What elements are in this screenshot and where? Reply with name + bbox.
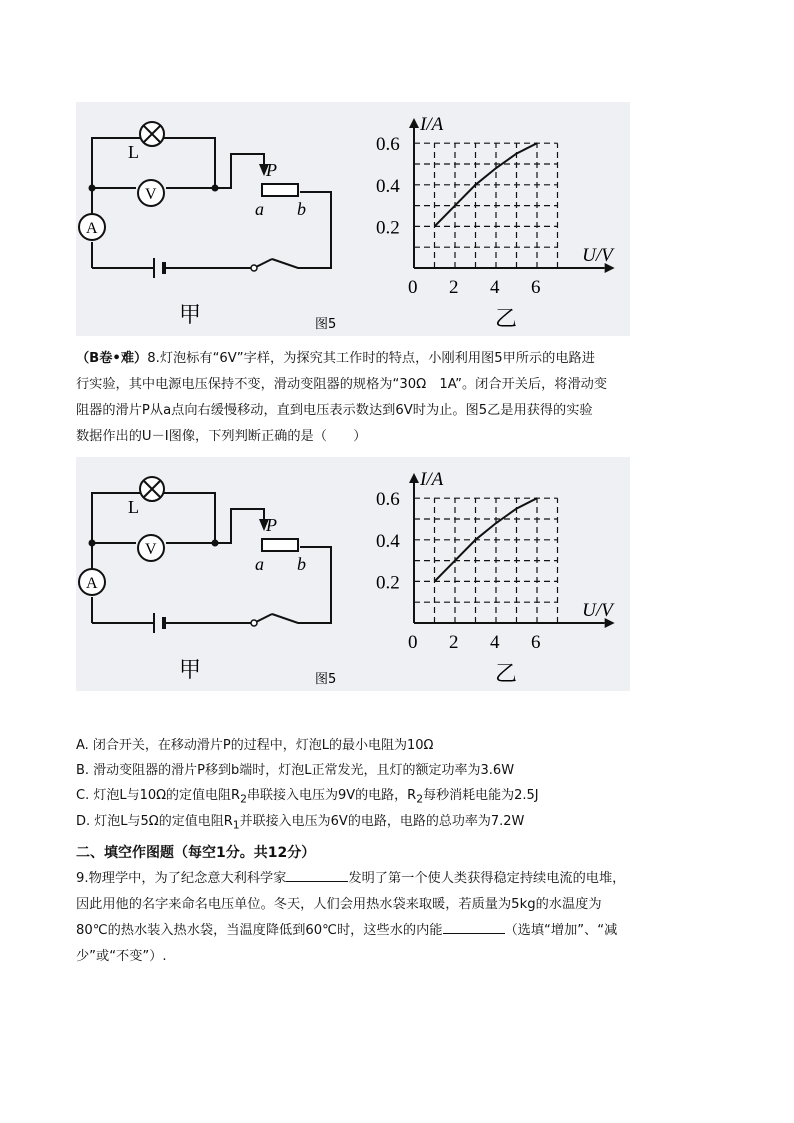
option-c-sub-1: 2 <box>240 792 247 806</box>
q8-line-1: 8.灯泡标有“6V”字样，为探究其工作时的特点，小刚利用图5甲所示的电路进 <box>147 351 595 366</box>
y-axis-label: I/A <box>420 114 444 135</box>
q9-line-3-post: （选填“增加”、“减 <box>504 923 618 938</box>
rheostat-end-a: a <box>255 554 264 574</box>
y-tick-label: 0.6 <box>376 134 400 156</box>
option-d <box>76 812 524 836</box>
rheostat-icon <box>262 539 298 551</box>
question-8 <box>76 346 736 450</box>
y-axis-label: I/A <box>420 469 444 490</box>
y-axis-arrow-icon <box>409 473 419 483</box>
figure-svg <box>76 102 630 336</box>
q8-line-4: 数据作出的U－I图像，下列判断正确的是（ ） <box>76 429 367 444</box>
x-axis-label: U/V <box>582 600 613 621</box>
option-a: A. 闭合开关，在移动滑片P的过程中，灯泡L的最小电阻为10Ω <box>76 738 434 753</box>
q9-line-1-post: 发明了第一个使人类获得稳定持续电流的电堆， <box>348 871 626 886</box>
y-tick-label: 0.2 <box>376 217 400 239</box>
option-b: B. 滑动变阻器的滑片P移到b端时，灯泡L正常发光，且灯的额定功率为3.6W <box>76 763 515 778</box>
x-axis-label: U/V <box>582 245 613 266</box>
x-tick-label: 6 <box>531 632 541 653</box>
wire-to-slider <box>215 509 264 543</box>
voltmeter-label: V <box>145 541 157 558</box>
option-c-sub-2: 2 <box>416 792 424 806</box>
switch-pivot <box>251 620 257 626</box>
junction-dot <box>89 185 96 192</box>
ui-graph <box>376 469 615 653</box>
figure-caption: 图5 <box>315 672 337 687</box>
switch-pivot <box>251 265 257 271</box>
ammeter-label: A <box>86 220 98 237</box>
option-c <box>76 786 539 810</box>
rheostat-end-b: b <box>297 199 306 219</box>
y-tick-label: 0.2 <box>376 572 400 594</box>
q9-line-3-pre: 80℃的热水装入热水袋，当温度降低到60℃时，这些水的内能 <box>76 923 443 938</box>
q9-line-2: 因此用他的名字来命名电压单位。冬天，人们会用热水袋来取暖，若质量为5kg的水温度为 <box>76 897 602 912</box>
label-jia: 甲 <box>179 303 202 328</box>
label-yi: 乙 <box>495 307 518 332</box>
figure-svg <box>76 457 630 691</box>
junction-dot <box>89 540 96 547</box>
y-tick-label: 0.6 <box>376 489 400 511</box>
slider-label-p: P <box>266 160 277 180</box>
figure-5-top <box>76 102 630 336</box>
option-c-text-2: 串联接入电压为9V的电路，R <box>246 788 417 803</box>
junction-dot <box>212 185 219 192</box>
question-9 <box>76 866 736 970</box>
figure-caption: 图5 <box>315 317 337 332</box>
q8-line-3: 阻器的滑片P从a点向右缓慢移动，直到电压表示数达到6V时为止。图5乙是用获得的实验 <box>76 403 593 418</box>
section-2-title: 二、填空作图题（每空1分。共12分） <box>76 845 316 861</box>
y-tick-label: 0.4 <box>376 175 400 197</box>
x-tick-label: 4 <box>490 632 500 653</box>
option-d-text-2: 并联接入电压为6V的电路，电路的总功率为7.2W <box>239 814 525 829</box>
q9-line-1-pre: 9.物理学中，为了纪念意大利科学家 <box>76 871 287 886</box>
rheostat-end-a: a <box>255 199 264 219</box>
label-yi: 乙 <box>495 662 518 687</box>
rheostat-icon <box>262 184 298 196</box>
rheostat-end-b: b <box>297 554 306 574</box>
option-c-text-3: 每秒消耗电能为2.5J <box>423 788 539 803</box>
ammeter-label: A <box>86 575 98 592</box>
x-tick-label: 0 <box>408 632 418 653</box>
difficulty-tag: （B卷•难） <box>76 351 148 366</box>
x-tick-label: 2 <box>449 632 459 653</box>
figure-5-bottom <box>76 457 630 691</box>
option-d-sub-1: 1 <box>232 818 240 832</box>
answer-blank-2[interactable] <box>443 919 505 934</box>
y-axis-arrow-icon <box>409 118 419 128</box>
x-tick-label: 0 <box>408 277 418 298</box>
label-jia: 甲 <box>179 658 202 683</box>
lamp-icon <box>140 477 164 501</box>
lamp-icon <box>140 122 164 146</box>
x-tick-label: 4 <box>490 277 500 298</box>
x-tick-label: 2 <box>449 277 459 298</box>
junction-dot <box>212 540 219 547</box>
lamp-label: L <box>128 142 139 162</box>
voltmeter-label: V <box>145 186 157 203</box>
y-tick-label: 0.4 <box>376 530 400 552</box>
ui-graph <box>376 114 615 298</box>
slider-label-p: P <box>266 515 277 535</box>
option-d-text-1: D. 灯泡L与5Ω的定值电阻R <box>76 814 233 829</box>
wire-to-slider <box>215 154 264 188</box>
answer-blank-1[interactable] <box>286 867 348 882</box>
q8-line-2: 行实验，其中电源电压保持不变，滑动变阻器的规格为“30Ω 1A”。闭合开关后，将滑动变 <box>76 377 608 392</box>
lamp-label: L <box>128 497 139 517</box>
x-tick-label: 6 <box>531 277 541 298</box>
option-c-text-1: C. 灯泡L与10Ω的定值电阻R <box>76 788 241 803</box>
q9-line-4: 少”或“不变”）. <box>76 949 167 964</box>
